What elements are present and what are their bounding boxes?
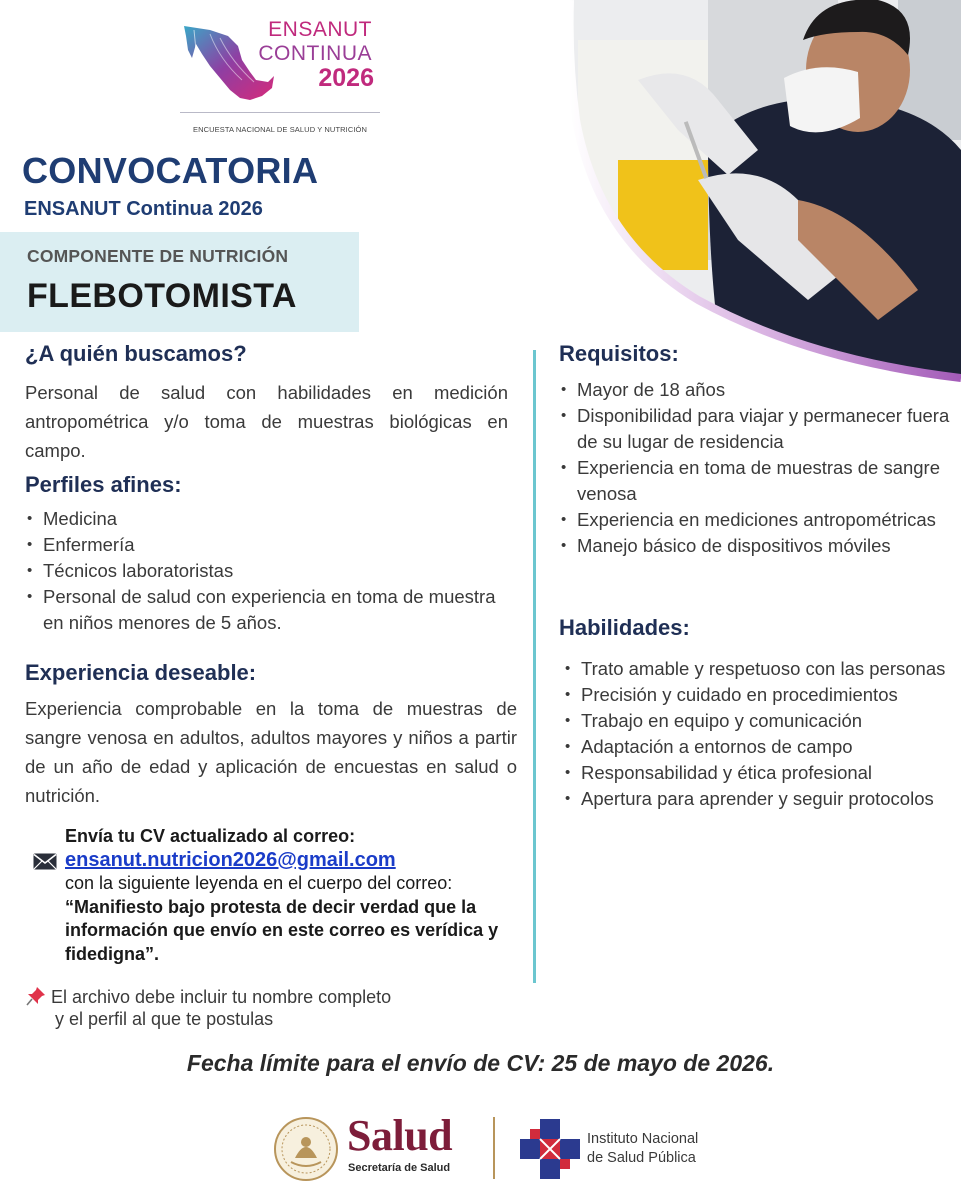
page-title: CONVOCATORIA	[22, 150, 319, 191]
list-item: • Enfermería	[25, 532, 517, 558]
insp-name	[587, 1130, 698, 1168]
logo-year: 2026	[318, 64, 374, 92]
who-heading: ¿A quién buscamos?	[25, 341, 247, 366]
requirements-list	[559, 377, 959, 559]
email-link[interactable]: ensanut.nutricion2026@gmail.com	[65, 848, 396, 871]
list-item: • Responsabilidad y ética profesional	[563, 760, 959, 786]
logo-line-1: ENSANUT	[268, 18, 372, 41]
experience-text: Experiencia comprobable en la toma de muestras de sangre venosa en adultos, adultos mayores y niños a partir de un año de edad y aplicación de encuestas en salud o nutrición.	[25, 698, 517, 806]
list-item: • Disponibilidad para viajar y permanecer fuera de su lugar de residencia	[559, 403, 959, 455]
logo-line-2: CONTINUA	[258, 42, 372, 65]
list-item: • Trato amable y respetuoso con las personas	[563, 656, 959, 682]
page-subtitle: ENSANUT Continua 2026	[24, 198, 263, 220]
ensanut-logo	[180, 12, 380, 140]
email-instructions	[65, 825, 535, 966]
list-item: • Apertura para aprender y seguir protocolos	[563, 786, 959, 812]
insp-logo-icon	[518, 1117, 582, 1181]
list-item: • Experiencia en toma de muestras de sangre venosa	[559, 455, 959, 507]
footer-divider	[493, 1117, 495, 1179]
list-item: • Personal de salud con experiencia en toma de muestra en niños menores de 5 años.	[25, 584, 517, 636]
profiles-heading: Perfiles afines:	[25, 472, 182, 497]
salud-wordmark: Salud	[347, 1111, 453, 1160]
insp-line-2: de Salud Pública	[587, 1150, 696, 1166]
note-line-2: y el perfil al que te postulas	[55, 1009, 274, 1029]
file-note	[51, 986, 391, 1030]
list-item: • Mayor de 18 años	[559, 377, 959, 403]
list-item: • Adaptación a entornos de campo	[563, 734, 959, 760]
experience-heading: Experiencia deseable:	[25, 660, 257, 685]
deadline: Fecha límite para el envío de CV: 25 de mayo de 2026.	[186, 1050, 775, 1076]
email-intro: Envía tu CV actualizado al correo:	[65, 826, 356, 846]
role-banner	[0, 232, 359, 332]
skills-list	[563, 656, 959, 812]
legend-intro: con la siguiente leyenda en el cuerpo del correo:	[65, 873, 453, 893]
list-item: • Técnicos laboratoristas	[25, 558, 517, 584]
list-item: • Experiencia en mediciones antropométricas	[559, 507, 959, 533]
logo-rule	[180, 112, 380, 113]
who-text: Personal de salud con habilidades en medición antropométrica y/o toma de muestras biológicas en campo.	[25, 382, 508, 461]
list-item: • Trabajo en equipo y comunicación	[563, 708, 959, 734]
legend-text: “Manifiesto bajo protesta de decir verdad que la información que envío en este correo es verídica y fidedigna”.	[65, 896, 499, 964]
profiles-list	[25, 506, 517, 636]
pushpin-icon	[26, 986, 46, 1006]
skills-heading: Habilidades:	[559, 615, 690, 640]
envelope-icon	[33, 853, 57, 870]
salud-subtitle: Secretaría de Salud	[348, 1162, 451, 1174]
list-item: • Medicina	[25, 506, 517, 532]
list-item: • Manejo básico de dispositivos móviles	[559, 533, 959, 559]
requirements-heading: Requisitos:	[559, 341, 679, 366]
component-label: COMPONENTE DE NUTRICIÓN	[27, 246, 289, 266]
phlebotomist-photo	[558, 0, 961, 390]
role-title: FLEBOTOMISTA	[27, 277, 297, 315]
list-item: • Precisión y cuidado en procedimientos	[563, 682, 959, 708]
note-line-1: El archivo debe incluir tu nombre completo	[51, 987, 392, 1007]
insp-line-1: Instituto Nacional	[587, 1131, 699, 1147]
mexico-map-icon	[180, 20, 275, 115]
logo-subtitle: ENCUESTA NACIONAL DE SALUD Y NUTRICIÓN	[193, 125, 367, 134]
mexico-seal-icon	[273, 1116, 339, 1182]
